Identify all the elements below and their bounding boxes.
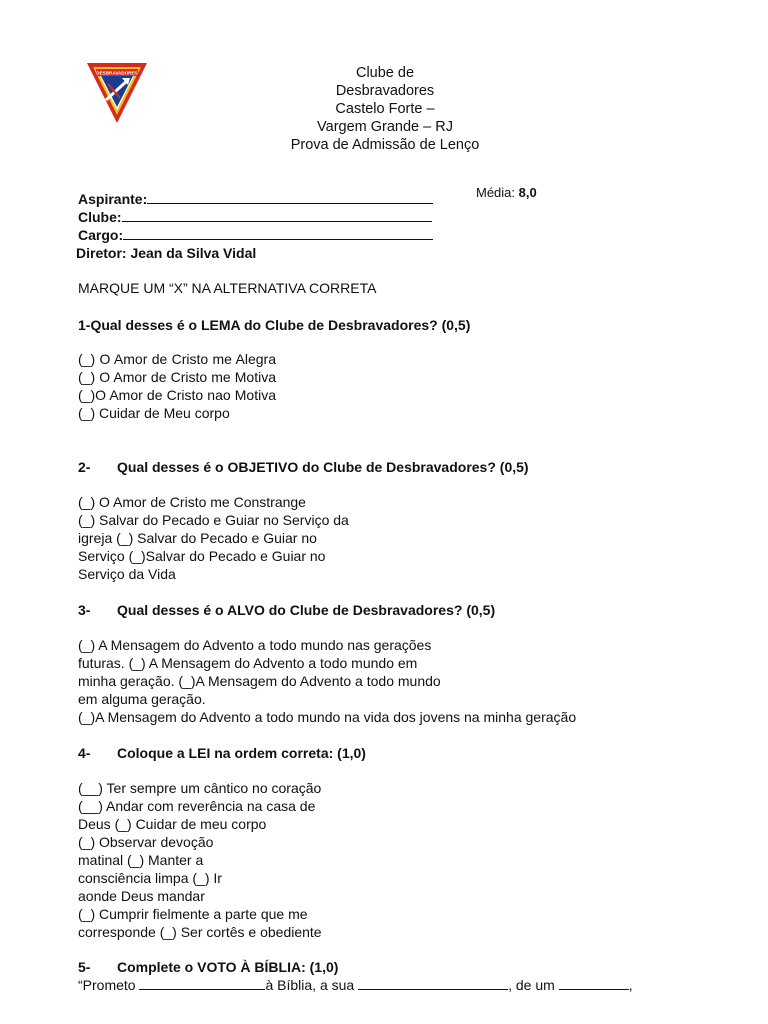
q5-blank-3[interactable] (559, 976, 629, 990)
q3-title: Qual desses é o ALVO do Clube de Desbravadores? (0,5) (117, 602, 496, 618)
media-value: 8,0 (518, 185, 537, 200)
cargo-field (78, 226, 433, 244)
header-line-3: Castelo Forte – (335, 101, 435, 117)
q1-title: 1-Qual desses é o LEMA do Clube de Desbravadores? (0,5) (78, 317, 471, 333)
clube-label: Clube: (78, 209, 122, 225)
q5-blank-1[interactable] (139, 976, 265, 990)
q3-option-line: futuras. (_) A Mensagem do Advento a todo mundo em (78, 655, 418, 671)
q3-option-line: (_)A Mensagem do Advento a todo mundo na vida dos jovens na minha geração (78, 709, 577, 725)
header-line-5: Prova de Admissão de Lenço (290, 137, 480, 153)
aspirante-field (78, 190, 433, 208)
q5-number: 5- (78, 959, 91, 975)
clube-input-line[interactable] (122, 208, 432, 222)
q4-option-line: (__) Ter sempre um cântico no coração (78, 780, 322, 796)
q5-blank-2[interactable] (358, 976, 508, 990)
q2-number: 2- (78, 459, 91, 475)
q4-option-line: Deus (_) Cuidar de meu corpo (78, 816, 267, 832)
q4-option-line: corresponde (_) Ser cortês e obediente (78, 924, 322, 940)
media-label: Média: (476, 185, 516, 200)
q5-text-2: à Bíblia, a sua (265, 977, 355, 993)
logo-text: DESBRAVADORES (96, 70, 138, 76)
q4-number: 4- (78, 745, 91, 761)
q3-option-line: (_) A Mensagem do Advento a todo mundo nas gerações (78, 637, 432, 653)
q5-title: Complete o VOTO À BÍBLIA: (1,0) (117, 959, 339, 975)
q5-text-3: , de um (508, 977, 555, 993)
q4-option-line: (__) Andar com reverência na casa de (78, 798, 316, 814)
aspirante-label: Aspirante: (78, 191, 148, 207)
pathfinder-logo (84, 60, 150, 126)
q3-option-line: em alguma geração. (78, 691, 206, 707)
header-line-4: Vargem Grande – RJ (317, 119, 453, 135)
q2-option-line: igreja (_) Salvar do Pecado e Guiar no (78, 530, 317, 546)
grade-average (476, 184, 537, 202)
clube-field (78, 208, 432, 226)
q2-title: Qual desses é o OBJETIVO do Clube de Desbravadores? (0,5) (117, 459, 529, 475)
q4-option-line: (_) Observar devoção (78, 834, 214, 850)
header-line-2: Desbravadores (335, 83, 435, 99)
q3-number: 3- (78, 602, 91, 618)
q2-option-line: Serviço (_)Salvar do Pecado e Guiar no (78, 548, 326, 564)
cargo-input-line[interactable] (123, 226, 433, 240)
q3-option-line: minha geração. (_)A Mensagem do Advento a todo mundo (78, 673, 441, 689)
q4-option-line: aonde Deus mandar (78, 888, 205, 904)
q5-text-4: , (628, 977, 633, 993)
q4-option-line: consciência limpa (_) Ir (78, 870, 222, 886)
header-line-1: Clube de (355, 65, 415, 81)
q5-text-1: “Prometo (78, 977, 136, 993)
q2-option-line: (_) Salvar do Pecado e Guiar no Serviço da (78, 512, 349, 528)
q1-options: (_) O Amor de Cristo me Alegra (_) O Amor de Cristo me Motiva (_)O Amor de Cristo nao Motiva (_) Cuidar de Meu corpo (78, 351, 276, 421)
q5-fill-sentence (78, 976, 633, 994)
q4-option-line: matinal (_) Manter a (78, 852, 204, 868)
school-header (260, 64, 510, 154)
q4-title: Coloque a LEI na ordem correta: (1,0) (117, 745, 366, 761)
q4-option-line: (_) Cumprir fielmente a parte que me (78, 906, 308, 922)
instruction: MARQUE UM “X” NA ALTERNATIVA CORRETA (78, 280, 377, 296)
diretor-line: Diretor: Jean da Silva Vidal (76, 245, 257, 261)
aspirante-input-line[interactable] (147, 190, 433, 204)
cargo-label: Cargo: (78, 227, 124, 243)
q2-option-line: (_) O Amor de Cristo me Constrange (78, 494, 306, 510)
q2-option-line: Serviço da Vida (78, 566, 176, 582)
